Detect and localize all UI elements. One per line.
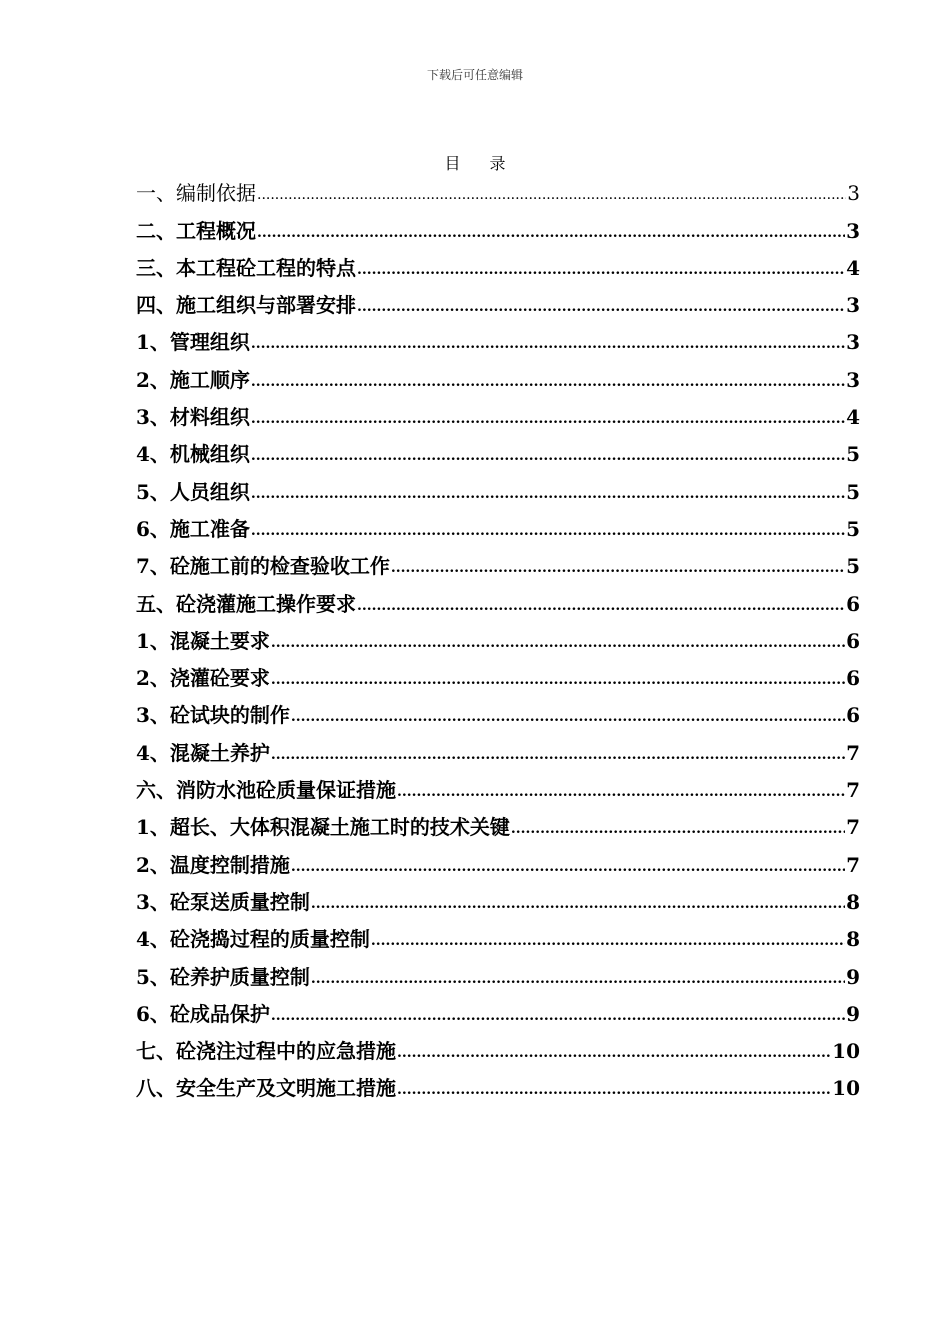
toc-entry-label: 1、混凝土要求 xyxy=(136,628,270,653)
toc-dot-leader xyxy=(251,373,845,391)
toc-entry[interactable] xyxy=(136,951,860,988)
toc-entry-label: 一、编制依据 xyxy=(136,181,256,206)
toc-entry-label: 6、砼成品保护 xyxy=(136,1001,270,1026)
toc-entry[interactable] xyxy=(136,727,860,764)
toc-entry[interactable] xyxy=(136,466,860,503)
toc-entry-page-number: 8 xyxy=(846,889,860,914)
toc-entry-page-number: 9 xyxy=(846,1001,860,1026)
toc-entry-label: 七、砼浇注过程中的应急措施 xyxy=(136,1039,396,1064)
toc-entry-label: 2、施工顺序 xyxy=(136,367,250,392)
toc-dot-leader xyxy=(291,708,845,726)
toc-entry-page-number: 10 xyxy=(832,1076,860,1101)
toc-entry-page-number: 3 xyxy=(846,218,860,243)
toc-entry-page-number: 7 xyxy=(846,852,860,877)
toc-entry-label: 3、材料组织 xyxy=(136,405,250,430)
toc-entry[interactable] xyxy=(136,205,860,242)
toc-entry-label: 1、管理组织 xyxy=(136,330,250,355)
toc-entry-page-number: 9 xyxy=(846,964,860,989)
toc-entry[interactable] xyxy=(136,877,860,914)
toc-entry[interactable] xyxy=(136,914,860,951)
toc-entry-label: 4、砼浇捣过程的质量控制 xyxy=(136,927,370,952)
toc-entry-page-number: 3 xyxy=(846,367,860,392)
toc-entry[interactable] xyxy=(136,354,860,391)
toc-dot-leader xyxy=(357,261,845,279)
toc-entry-page-number: 7 xyxy=(846,740,860,765)
toc-entry-label: 7、砼施工前的检查验收工作 xyxy=(136,554,390,579)
toc-entry[interactable] xyxy=(136,392,860,429)
toc-entry-label: 5、砼养护质量控制 xyxy=(136,964,310,989)
toc-dot-leader xyxy=(357,597,845,615)
toc-entry-label: 六、消防水池砼质量保证措施 xyxy=(136,778,396,803)
toc-dot-leader xyxy=(251,335,845,353)
toc-entry-page-number: 5 xyxy=(846,479,860,504)
toc-entry-page-number: 3 xyxy=(846,330,860,355)
toc-dot-leader xyxy=(311,970,845,988)
toc-entry-label: 2、浇灌砼要求 xyxy=(136,666,270,691)
toc-entry[interactable] xyxy=(136,429,860,466)
toc-dot-leader xyxy=(397,783,845,801)
toc-dot-leader xyxy=(291,858,845,876)
toc-entry-label: 6、施工准备 xyxy=(136,516,250,541)
toc-dot-leader xyxy=(311,895,845,913)
toc-entry-label: 三、本工程砼工程的特点 xyxy=(136,255,356,280)
toc-entry[interactable] xyxy=(136,802,860,839)
toc-dot-leader xyxy=(257,224,845,242)
toc-entry[interactable] xyxy=(136,989,860,1026)
toc-entry-label: 4、混凝土养护 xyxy=(136,740,270,765)
toc-entry-label: 3、砼试块的制作 xyxy=(136,703,290,728)
toc-entry[interactable] xyxy=(136,541,860,578)
toc-entry-page-number: 5 xyxy=(846,554,860,579)
toc-entry-page-number: 7 xyxy=(846,778,860,803)
toc-entry-page-number: 7 xyxy=(846,815,860,840)
toc-entry[interactable] xyxy=(136,280,860,317)
toc-entry-page-number: 3 xyxy=(847,181,860,206)
toc-dot-leader xyxy=(371,932,845,950)
toc-dot-leader xyxy=(397,1044,831,1062)
toc-entry[interactable] xyxy=(136,168,860,205)
toc-dot-leader xyxy=(511,820,845,838)
toc-entry[interactable] xyxy=(136,765,860,802)
toc-dot-leader xyxy=(251,410,845,428)
toc-entry-label: 3、砼泵送质量控制 xyxy=(136,889,310,914)
toc-entry-page-number: 6 xyxy=(846,591,860,616)
toc-dot-leader xyxy=(251,522,845,540)
toc-entry-page-number: 6 xyxy=(846,703,860,728)
toc-dot-leader xyxy=(391,559,845,577)
toc-entry-label: 1、超长、大体积混凝土施工时的技术关键 xyxy=(136,815,510,840)
toc-entry-page-number: 5 xyxy=(846,442,860,467)
toc-title: 目 录 xyxy=(444,154,518,173)
header-note: 下载后可任意编辑 xyxy=(426,68,523,82)
toc-dot-leader xyxy=(251,485,845,503)
toc-entry[interactable] xyxy=(136,317,860,354)
toc-dot-leader xyxy=(397,1081,831,1099)
toc-dot-leader xyxy=(271,671,845,689)
toc-entry-page-number: 8 xyxy=(846,927,860,952)
toc-entry[interactable] xyxy=(136,578,860,615)
toc-entry-label: 四、施工组织与部署安排 xyxy=(136,293,356,318)
toc-dot-leader xyxy=(271,746,845,764)
toc-dot-leader xyxy=(357,298,845,316)
toc-dot-leader xyxy=(257,186,846,204)
toc-entry-label: 二、工程概况 xyxy=(136,218,256,243)
toc-entry[interactable] xyxy=(136,839,860,876)
toc-entry[interactable] xyxy=(136,1026,860,1063)
toc-entry[interactable] xyxy=(136,504,860,541)
toc-entry-page-number: 3 xyxy=(846,293,860,318)
toc-entry-page-number: 5 xyxy=(846,516,860,541)
toc-entry[interactable] xyxy=(136,653,860,690)
toc-entry[interactable] xyxy=(136,616,860,653)
toc-dot-leader xyxy=(271,634,845,652)
toc-entry[interactable] xyxy=(136,243,860,280)
toc-entry-page-number: 4 xyxy=(846,405,860,430)
toc-entry-label: 4、机械组织 xyxy=(136,442,250,467)
table-of-contents xyxy=(136,168,860,1100)
toc-entry[interactable] xyxy=(136,1063,860,1100)
toc-entry-page-number: 4 xyxy=(846,255,860,280)
toc-entry-page-number: 10 xyxy=(832,1039,860,1064)
toc-entry-page-number: 6 xyxy=(846,666,860,691)
toc-entry-label: 五、砼浇灌施工操作要求 xyxy=(136,591,356,616)
toc-entry[interactable] xyxy=(136,690,860,727)
toc-entry-page-number: 6 xyxy=(846,628,860,653)
toc-dot-leader xyxy=(251,447,845,465)
toc-entry-label: 5、人员组织 xyxy=(136,479,250,504)
toc-dot-leader xyxy=(271,1007,845,1025)
toc-entry-label: 2、温度控制措施 xyxy=(136,852,290,877)
toc-entry-label: 八、安全生产及文明施工措施 xyxy=(136,1076,396,1101)
